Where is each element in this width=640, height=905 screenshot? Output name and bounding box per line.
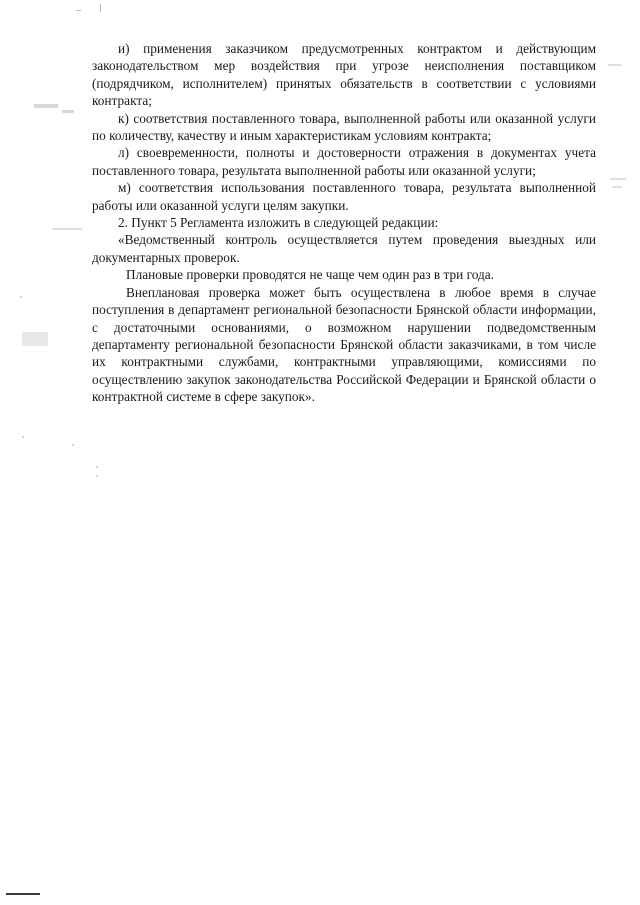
scan-dot	[96, 466, 98, 468]
scan-speck	[34, 104, 58, 108]
scan-speck	[612, 186, 622, 188]
paragraph-quote-start: «Ведомственный контроль осуществляется путем проведения выездных или документарных проверок.	[92, 232, 596, 265]
paragraph-item-k: к) соответствия поставленного товара, выполненной работы или оказанной услуги по количеству, качеству и иным характеристикам условиям контракта;	[92, 110, 596, 144]
scan-speck	[62, 110, 74, 113]
document-text	[92, 40, 596, 406]
scan-dot	[96, 475, 98, 477]
scan-dot	[22, 436, 24, 438]
scan-dot	[20, 296, 22, 298]
scan-dot	[72, 444, 74, 446]
paragraph-unplanned-checks: Внеплановая проверка может быть осуществлена в любое время в случае поступления в департамент региональной безопасности Брянской области информации, с достаточными основаниями, о возможном нарушении подведомственным департаменту региональной безопасности Брянской области заказчиками, в том числе их контрактными службами, контрактными управляющими, комиссиями по осуществлению закупок законодательства Российской Федерации и Брянской области о контрактной системе в сфере закупок».	[92, 284, 596, 405]
scan-speck	[22, 332, 48, 346]
scan-speck	[52, 228, 82, 230]
paragraph-item-l: л) своевременности, полноты и достоверности отражения в документах учета поставленного товара, результата выполненной работы или оказанной услуги;	[92, 145, 596, 178]
scan-speck	[100, 4, 101, 12]
paragraph-planned-checks: Плановые проверки проводятся не чаще чем один раз в три года.	[126, 267, 494, 283]
paragraph-item-m: м) соответствия использования поставленного товара, результата выполненной работы или оказанной услуги целям закупки.	[92, 180, 596, 213]
scan-edge-mark	[6, 893, 40, 895]
paragraph-item-i: и) применения заказчиком предусмотренных контрактом и действующим законодательством мер воздействия при угрозе неисполнения поставщиком (подрядчиком, исполнителем) принятых обязательств в соответствии с условиями контракта;	[92, 41, 596, 109]
scan-speck	[76, 10, 81, 11]
scan-speck	[610, 178, 626, 180]
scan-speck	[608, 64, 622, 66]
paragraph-point-2: 2. Пункт 5 Регламента изложить в следующей редакции:	[118, 215, 439, 231]
